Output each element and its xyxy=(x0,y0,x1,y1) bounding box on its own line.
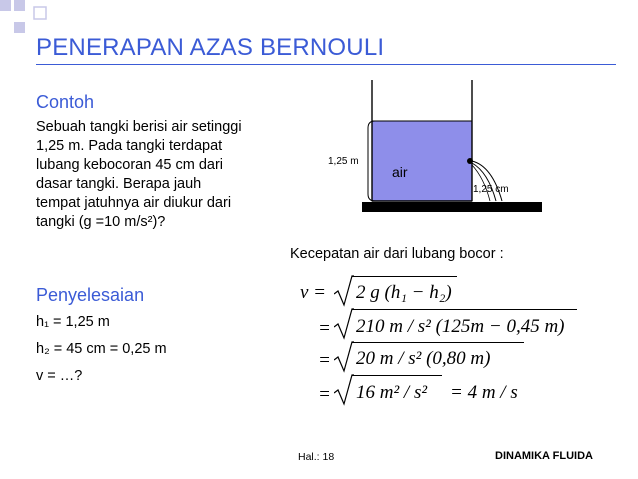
problem-line: tangki (g =10 m/s²)? xyxy=(36,214,166,230)
radical-sign xyxy=(334,274,354,308)
radical-bar xyxy=(352,375,442,376)
corner-square xyxy=(34,7,46,19)
given-v: v = …? xyxy=(36,368,83,384)
water-label: air xyxy=(392,164,408,180)
equals-sign: = xyxy=(318,318,331,339)
radical-sign xyxy=(334,307,354,341)
slide-title: PENERAPAN AZAS BERNOULI xyxy=(36,34,385,61)
corner-square xyxy=(14,22,25,33)
equation-step-4: 16 m² / s² xyxy=(356,382,428,403)
equation-result: = 4 m / s xyxy=(450,382,518,403)
problem-line: Sebuah tangki berisi air setinggi xyxy=(36,119,242,135)
equation-step-1: 2 g (h₁ − h₂) xyxy=(356,282,452,303)
page-number: Hal.: 18 xyxy=(298,451,335,463)
given-h1: h₁ = 1,25 m xyxy=(36,314,110,330)
radical-sign xyxy=(334,373,354,407)
height-label: 1,25 m xyxy=(328,156,359,167)
problem-line: 1,25 m. Pada tangki terdapat xyxy=(36,138,223,154)
corner-square xyxy=(14,0,25,11)
radical-bar xyxy=(352,276,457,277)
tank-diagram xyxy=(320,80,550,220)
radical-sign xyxy=(334,340,354,374)
equals-sign: = xyxy=(318,384,331,405)
givens-list xyxy=(36,313,167,394)
equals-sign: = xyxy=(318,350,331,371)
solution-caption: Kecepatan air dari lubang bocor : xyxy=(290,246,504,262)
water-fill xyxy=(372,121,472,201)
radical-bar xyxy=(352,342,524,343)
problem-line: tempat jatuhnya air diukur dari xyxy=(36,195,232,211)
water-jet xyxy=(472,161,502,201)
example-heading: Contoh xyxy=(36,92,95,112)
corner-square xyxy=(0,0,11,11)
equation-step-3: 20 m / s² (0,80 m) xyxy=(356,348,491,369)
problem-line: lubang kebocoran 45 cm dari xyxy=(36,157,224,173)
hole-height-label: 1,25 cm xyxy=(473,184,509,195)
footer-brand: DINAMIKA FLUIDA xyxy=(495,450,593,462)
given-h2: h₂ = 45 cm = 0,25 m xyxy=(36,341,167,357)
ground-bar xyxy=(362,202,542,212)
radical-bar xyxy=(352,309,577,310)
title-rule xyxy=(36,64,616,65)
problem-text xyxy=(36,118,242,232)
problem-line: dasar tangki. Berapa jauh xyxy=(36,176,202,192)
equation-step-2: 210 m / s² (125m − 0,45 m) xyxy=(356,316,565,337)
solution-heading: Penyelesaian xyxy=(36,285,145,305)
equation-lhs: v = xyxy=(300,282,327,303)
